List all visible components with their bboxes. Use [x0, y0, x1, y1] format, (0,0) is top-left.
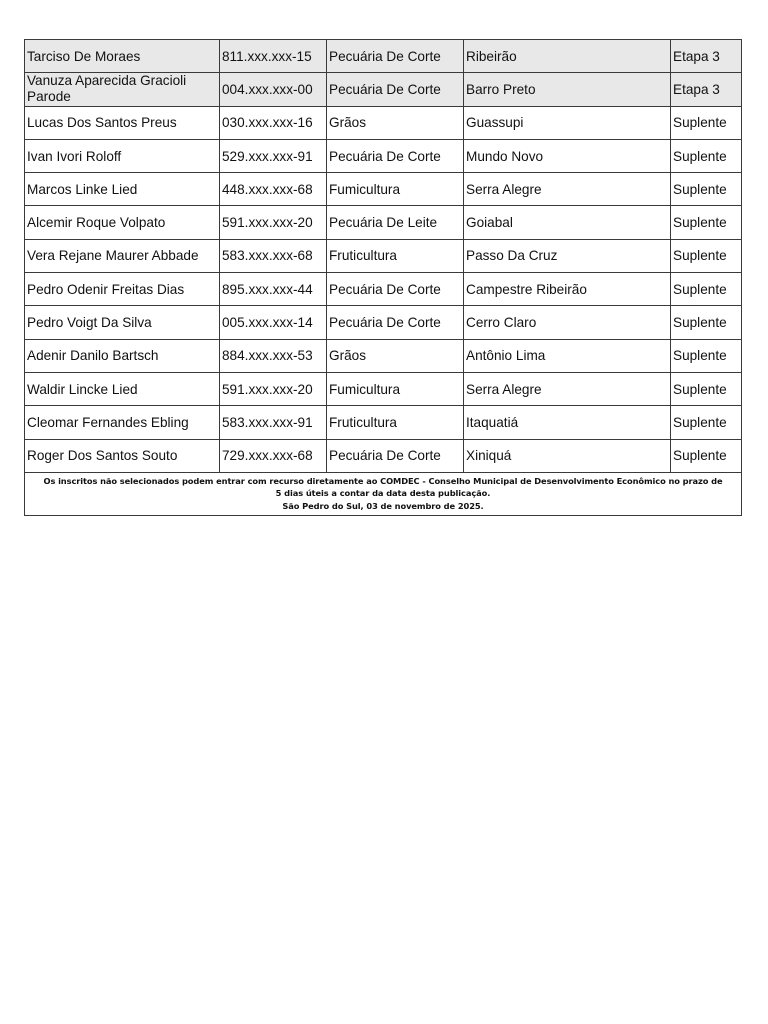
table-row [25, 273, 742, 306]
cell-cpf: 811.xxx.xxx-15 [220, 40, 327, 73]
candidates-table [24, 39, 742, 516]
cell-name: Ivan Ivori Roloff [25, 139, 220, 172]
cell-name: Pedro Voigt Da Silva [25, 306, 220, 339]
footer-notice [25, 472, 742, 516]
cell-cpf: 583.xxx.xxx-68 [220, 239, 327, 272]
cell-name: Marcos Linke Lied [25, 173, 220, 206]
cell-name: Adenir Danilo Bartsch [25, 339, 220, 372]
cell-status: Suplente [671, 306, 742, 339]
cell-status: Suplente [671, 439, 742, 472]
cell-status: Suplente [671, 139, 742, 172]
cell-name: Vanuza Aparecida Gracioli Parode [25, 73, 220, 106]
cell-name: Tarciso De Moraes [25, 40, 220, 73]
cell-activity: Pecuária De Corte [327, 73, 464, 106]
cell-status: Etapa 3 [671, 73, 742, 106]
cell-activity: Pecuária De Corte [327, 273, 464, 306]
table-row [25, 173, 742, 206]
table-row [25, 439, 742, 472]
cell-name: Roger Dos Santos Souto [25, 439, 220, 472]
table-row [25, 306, 742, 339]
table-row [25, 139, 742, 172]
cell-locality: Xiniquá [464, 439, 671, 472]
cell-name: Alcemir Roque Volpato [25, 206, 220, 239]
cell-status: Suplente [671, 273, 742, 306]
table-row [25, 406, 742, 439]
cell-activity: Pecuária De Leite [327, 206, 464, 239]
cell-cpf: 030.xxx.xxx-16 [220, 106, 327, 139]
cell-activity: Fruticultura [327, 406, 464, 439]
cell-name: Cleomar Fernandes Ebling [25, 406, 220, 439]
cell-name: Lucas Dos Santos Preus [25, 106, 220, 139]
cell-cpf: 583.xxx.xxx-91 [220, 406, 327, 439]
cell-status: Suplente [671, 106, 742, 139]
cell-cpf: 005.xxx.xxx-14 [220, 306, 327, 339]
cell-activity: Pecuária De Corte [327, 439, 464, 472]
cell-activity: Grãos [327, 339, 464, 372]
cell-locality: Passo Da Cruz [464, 239, 671, 272]
cell-activity: Pecuária De Corte [327, 139, 464, 172]
cell-status: Suplente [671, 206, 742, 239]
table-row [25, 339, 742, 372]
cell-status: Suplente [671, 339, 742, 372]
table-row [25, 106, 742, 139]
table-row [25, 372, 742, 405]
cell-locality: Ribeirão [464, 40, 671, 73]
cell-activity: Fruticultura [327, 239, 464, 272]
cell-cpf: 004.xxx.xxx-00 [220, 73, 327, 106]
cell-activity: Pecuária De Corte [327, 40, 464, 73]
cell-name: Vera Rejane Maurer Abbade [25, 239, 220, 272]
footer-row [25, 472, 742, 516]
cell-locality: Antônio Lima [464, 339, 671, 372]
cell-activity: Fumicultura [327, 173, 464, 206]
cell-locality: Mundo Novo [464, 139, 671, 172]
table-row [25, 239, 742, 272]
cell-locality: Itaquatiá [464, 406, 671, 439]
cell-cpf: 591.xxx.xxx-20 [220, 372, 327, 405]
cell-status: Suplente [671, 173, 742, 206]
cell-activity: Grãos [327, 106, 464, 139]
cell-cpf: 591.xxx.xxx-20 [220, 206, 327, 239]
cell-activity: Pecuária De Corte [327, 306, 464, 339]
cell-status: Etapa 3 [671, 40, 742, 73]
cell-name: Pedro Odenir Freitas Dias [25, 273, 220, 306]
cell-cpf: 529.xxx.xxx-91 [220, 139, 327, 172]
table-row [25, 73, 742, 106]
cell-locality: Guassupi [464, 106, 671, 139]
notice-line-1: Os inscritos não selecionados podem entrar com recurso diretamente ao COMDEC - Conselho Municipal de Desenvolvimento Econômico no prazo de [43, 475, 723, 486]
cell-locality: Campestre Ribeirão [464, 273, 671, 306]
cell-status: Suplente [671, 406, 742, 439]
table-row [25, 40, 742, 73]
cell-locality: Cerro Claro [464, 306, 671, 339]
cell-locality: Barro Preto [464, 73, 671, 106]
candidates-table-body [25, 40, 742, 516]
cell-status: Suplente [671, 239, 742, 272]
notice-line-2: 5 dias úteis a contar da data desta publicação. [275, 488, 491, 499]
cell-cpf: 895.xxx.xxx-44 [220, 273, 327, 306]
cell-cpf: 884.xxx.xxx-53 [220, 339, 327, 372]
place-date: São Pedro do Sul, 03 de novembro de 2025. [282, 500, 484, 511]
cell-locality: Goiabal [464, 206, 671, 239]
cell-locality: Serra Alegre [464, 372, 671, 405]
cell-name: Waldir Lincke Lied [25, 372, 220, 405]
cell-cpf: 448.xxx.xxx-68 [220, 173, 327, 206]
cell-status: Suplente [671, 372, 742, 405]
cell-activity: Fumicultura [327, 372, 464, 405]
cell-locality: Serra Alegre [464, 173, 671, 206]
table-row [25, 206, 742, 239]
cell-cpf: 729.xxx.xxx-68 [220, 439, 327, 472]
